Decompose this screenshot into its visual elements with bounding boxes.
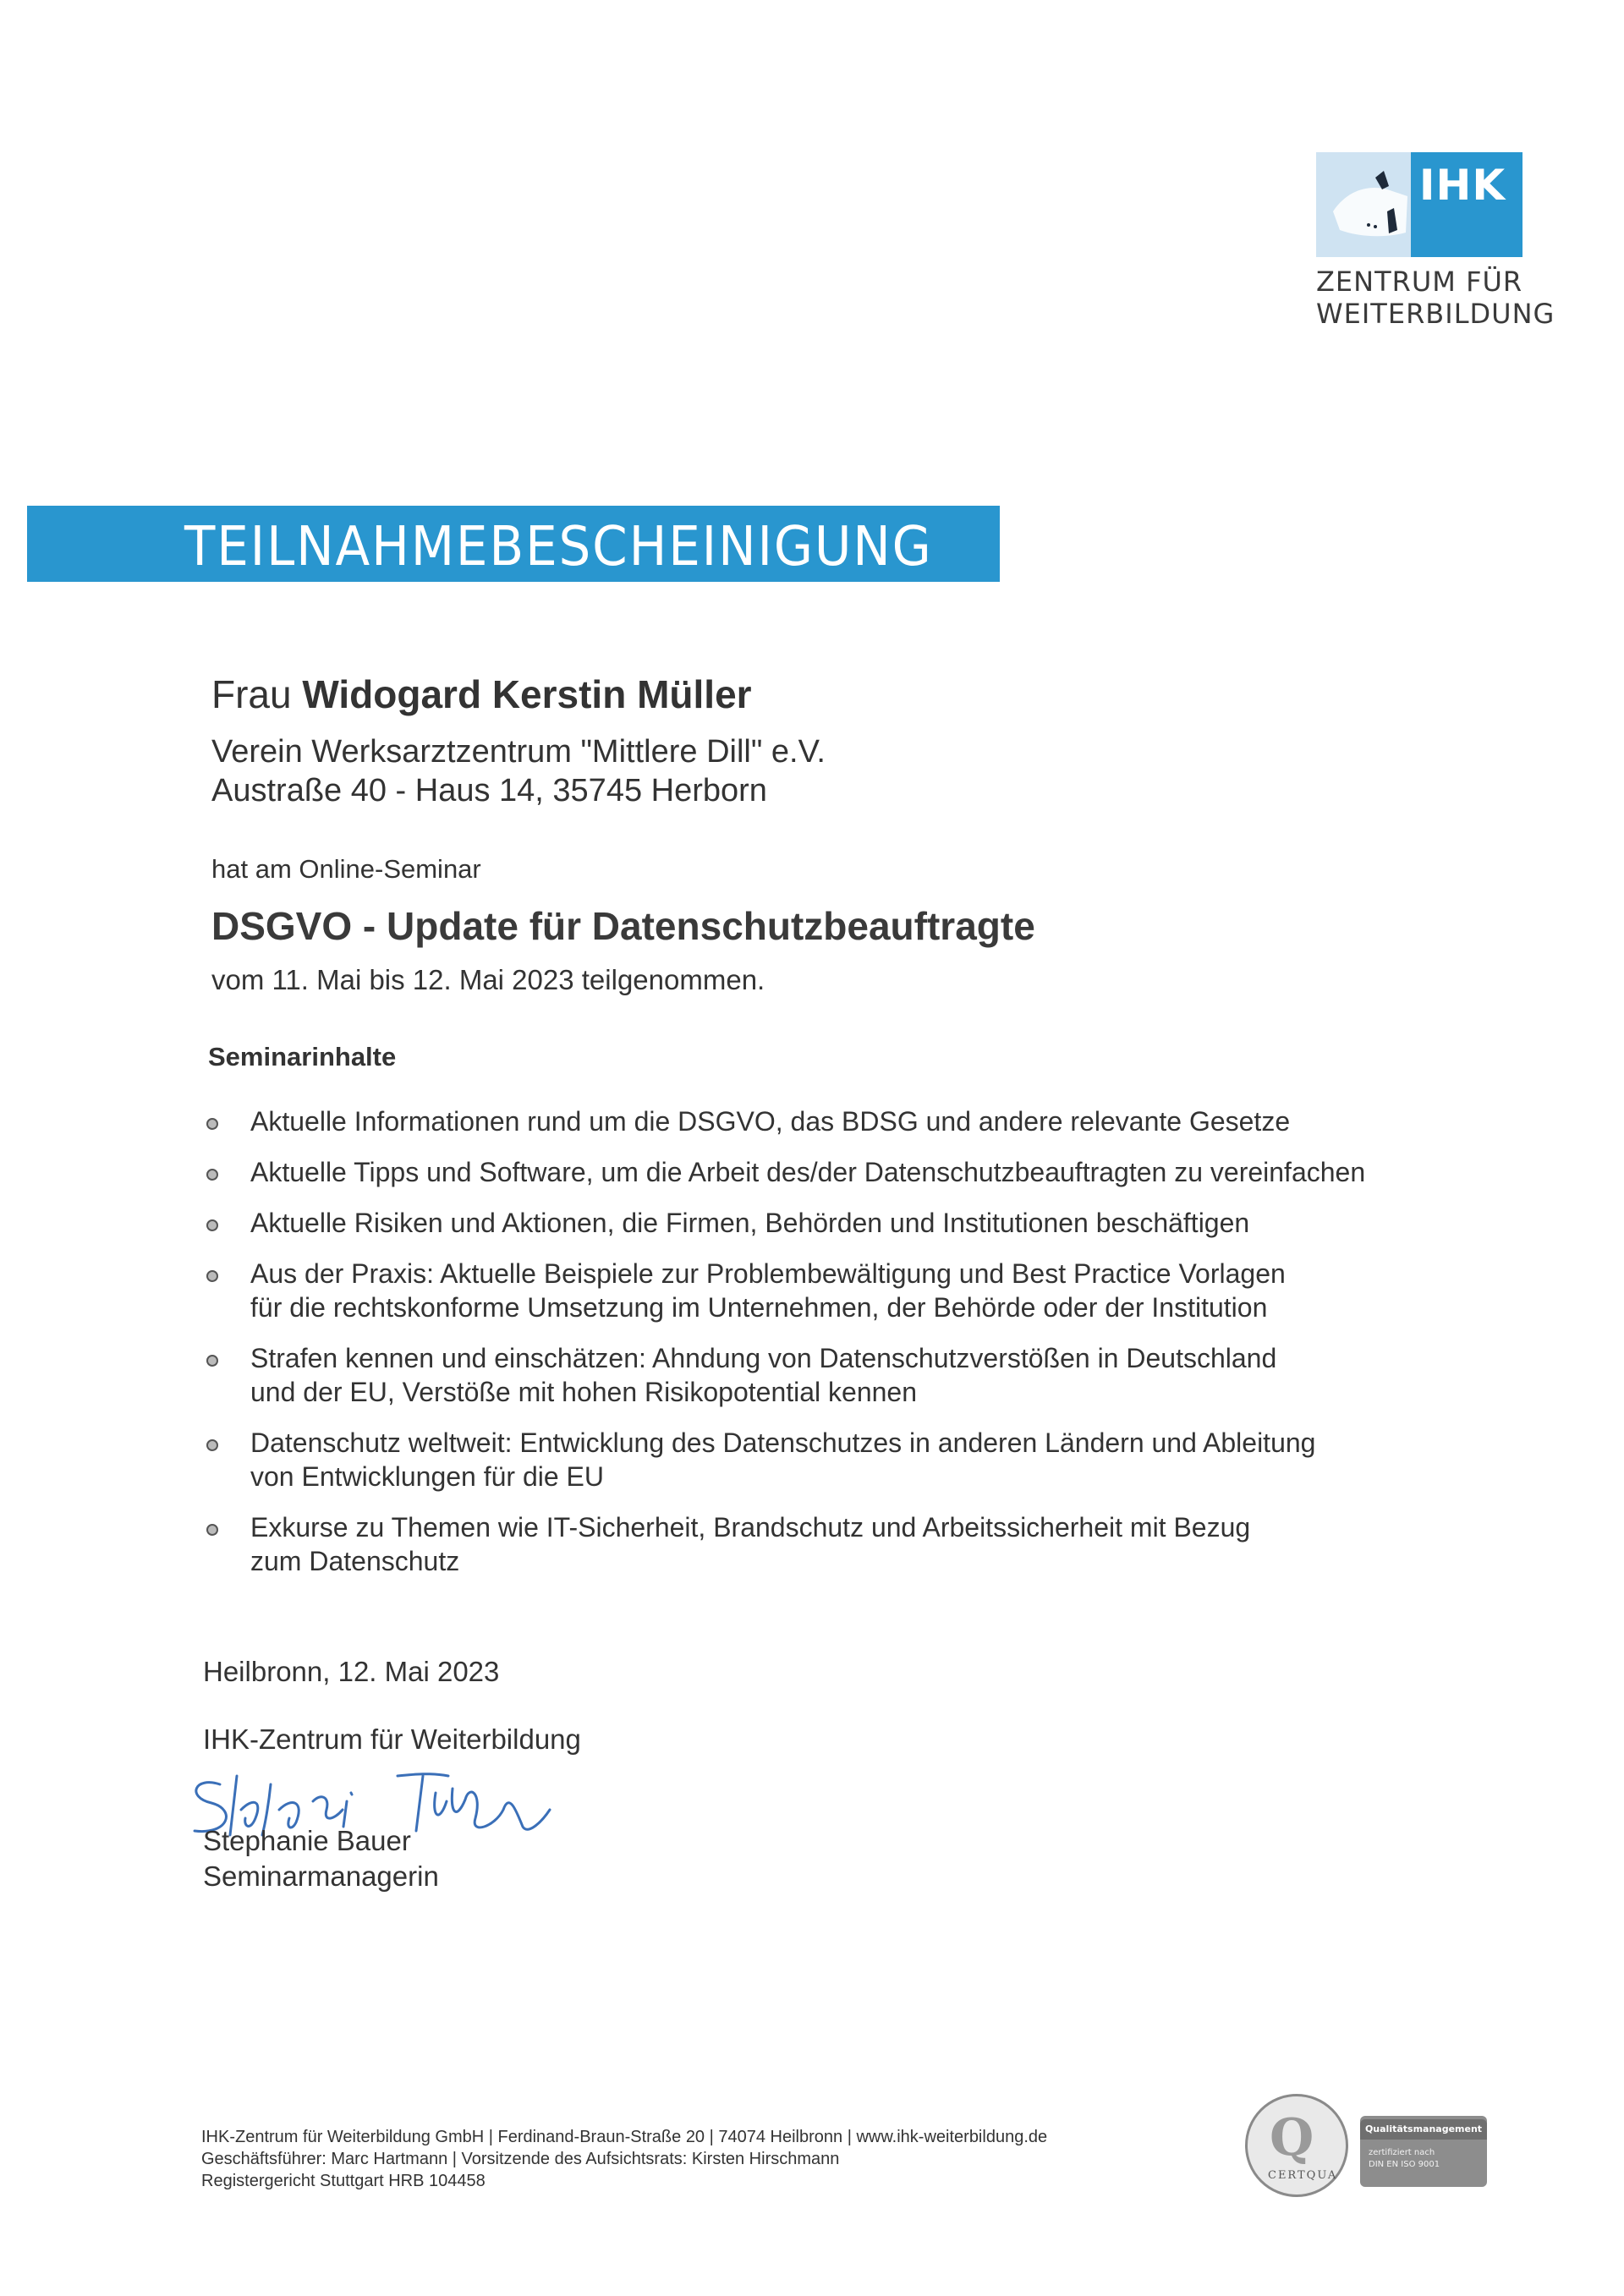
list-item-text: Aktuelle Tipps und Software, um die Arbeit des/der Datenschutzbeauftragten zu vereinfachen xyxy=(250,1157,1366,1187)
contents-heading: Seminarinhalte xyxy=(208,1042,397,1071)
list-item-text-cont: zum Datenschutz xyxy=(250,1546,460,1576)
logo-subtitle-line1: ZENTRUM FÜR xyxy=(1316,266,1523,298)
list-item-text-cont: für die rechtskonforme Umsetzung im Unternehmen, der Behörde oder der Institution xyxy=(250,1292,1268,1323)
footer-management-line: Geschäftsführer: Marc Hartmann | Vorsitzende des Aufsichtsrats: Kirsten Hirschmann xyxy=(201,2150,840,2168)
list-item-text: Aktuelle Informationen rund um die DSGVO, das BDSG und andere relevante Gesetze xyxy=(250,1106,1291,1137)
list-item-text: Strafen kennen und einschätzen: Ahndung von Datenschutzverstößen in Deutschland xyxy=(250,1343,1277,1373)
title-banner xyxy=(27,506,1000,582)
certification-badge-line1: zertifiziert nach xyxy=(1369,2148,1435,2157)
intro-text: hat am Online-Seminar xyxy=(211,854,481,884)
list-item-text-cont: und der EU, Verstöße mit hohen Risikopotential kennen xyxy=(250,1377,918,1407)
list-item xyxy=(201,1155,1487,1189)
bullet-icon xyxy=(206,1355,218,1367)
signer-name: Stephanie Bauer xyxy=(203,1825,411,1856)
list-item-text: Aus der Praxis: Aktuelle Beispiele zur Problembewältigung und Best Practice Vorlagen xyxy=(250,1258,1286,1289)
recipient-line xyxy=(211,671,752,717)
bullet-icon xyxy=(206,1524,218,1536)
bullet-icon xyxy=(206,1118,218,1130)
place-date: Heilbronn, 12. Mai 2023 xyxy=(203,1656,500,1687)
logo-subtitle-line2: WEITERBILDUNG xyxy=(1316,298,1555,330)
list-item xyxy=(201,1510,1487,1578)
certification-badge-title: Qualitätsmanagement xyxy=(1360,2119,1487,2140)
list-item-text: Datenschutz weltweit: Entwicklung des Datenschutzes in anderen Ländern und Ableitung xyxy=(250,1427,1316,1458)
certqua-name: CERTQUA xyxy=(1268,2169,1338,2182)
list-item xyxy=(201,1341,1487,1409)
list-item xyxy=(201,1257,1487,1324)
recipient-address: Austraße 40 - Haus 14, 35745 Herborn xyxy=(211,773,767,808)
list-item xyxy=(201,1426,1487,1493)
footer-register-line: Registergericht Stuttgart HRB 104458 xyxy=(201,2172,486,2190)
seminar-contents-list xyxy=(201,1104,1487,1595)
logo-ihk-text: IHK xyxy=(1418,161,1506,210)
bullet-icon xyxy=(206,1219,218,1231)
signer-role: Seminarmanagerin xyxy=(203,1860,439,1892)
certification-badge-line2: DIN EN ISO 9001 xyxy=(1369,2160,1440,2169)
recipient-name: Widogard Kerstin Müller xyxy=(302,672,752,716)
bullet-icon xyxy=(206,1169,218,1181)
list-item xyxy=(201,1206,1487,1240)
certqua-seal-icon: Q CERTQUA xyxy=(1245,2094,1348,2197)
list-item-text: Aktuelle Risiken und Aktionen, die Firmen, Behörden und Institutionen beschäftigen xyxy=(250,1208,1250,1238)
recipient-organization: Verein Werksarztzentrum "Mittlere Dill" e.V. xyxy=(211,734,826,770)
document-title: TEILNAHMEBESCHEINIGUNG xyxy=(184,516,933,578)
seminar-title: DSGVO - Update für Datenschutzbeauftragte xyxy=(211,904,1035,948)
signature-organization: IHK-Zentrum für Weiterbildung xyxy=(203,1723,581,1755)
list-item xyxy=(201,1104,1487,1138)
certqua-seal xyxy=(1245,2094,1516,2199)
footer-company-line: IHK-Zentrum für Weiterbildung GmbH | Ferdinand-Braun-Straße 20 | 74074 Heilbronn | www.ihk-weiterbildung.de xyxy=(201,2128,1048,2146)
list-item-text: Exkurse zu Themen wie IT-Sicherheit, Brandschutz und Arbeitssicherheit mit Bezug xyxy=(250,1512,1251,1543)
bullet-icon xyxy=(206,1270,218,1282)
bullet-icon xyxy=(206,1439,218,1451)
seminar-date-line: vom 11. Mai bis 12. Mai 2023 teilgenommen. xyxy=(211,964,765,995)
list-item-text-cont: von Entwicklungen für die EU xyxy=(250,1461,604,1492)
recipient-salutation: Frau xyxy=(211,672,292,716)
certification-badge xyxy=(1360,2116,1487,2187)
